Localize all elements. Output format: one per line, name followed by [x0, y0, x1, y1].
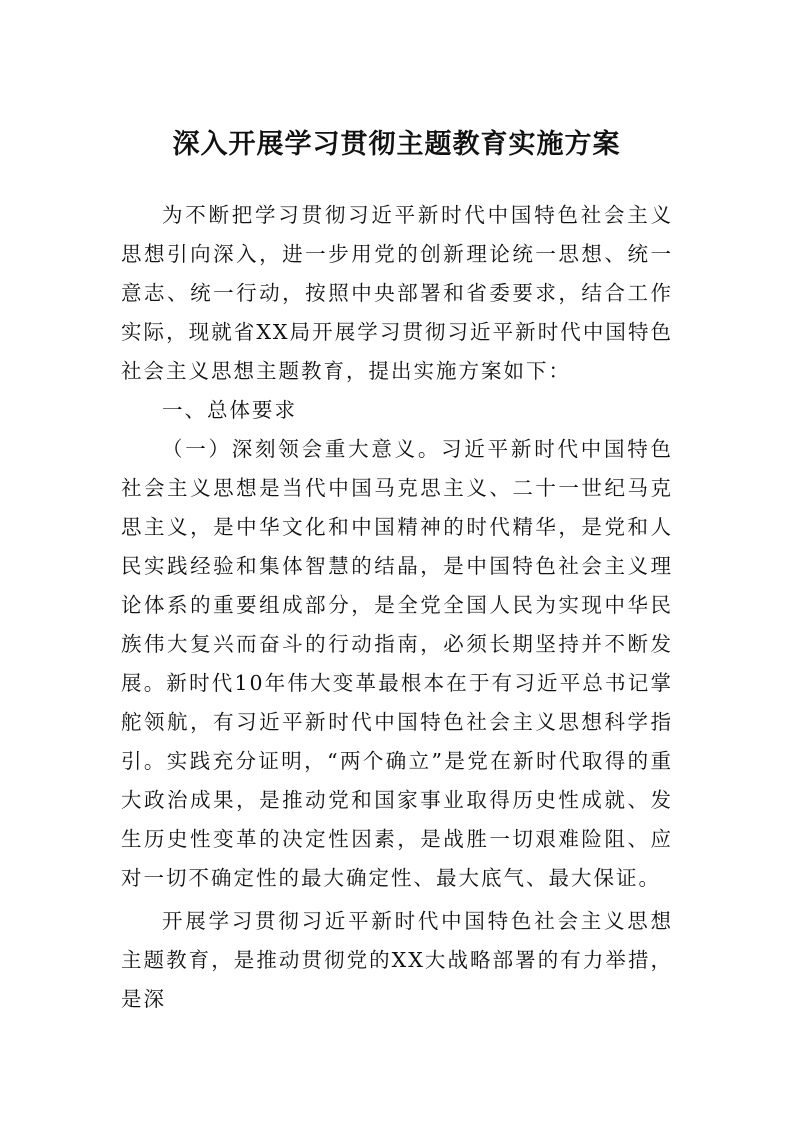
section-heading: 一、总体要求: [162, 398, 297, 422]
document-body: [121, 196, 673, 1019]
paragraph-intro: 为不断把学习贯彻习近平新时代中国特色社会主义思想引向深入，进一步用党的创新理论统一思想、统一意志、统一行动，按照中央部署和省委要求，结合工作实际，现就省XX局开展学习贯彻习近平新时代中国特色社会主义思想主题教育，提出实施方案如下：: [121, 203, 673, 383]
paragraph-continued: 开展学习贯彻习近平新时代中国特色社会主义思想主题教育，是推动贯彻党的XX大战略部署的有力举措，是深: [121, 909, 673, 1011]
paragraph-significance: （一）深刻领会重大意义。习近平新时代中国特色社会主义思想是当代中国马克思主义、二十一世纪马克思主义，是中华文化和中国精神的时代精华，是党和人民实践经验和集体智慧的结晶，是中国特色社会主义理论体系的重要组成部分，是全党全国人民为实现中华民族伟大复兴而奋斗的行动指南，必须长期坚持并不断发展。新时代10年伟大变革最根本在于有习近平总书记掌舵领航，有习近平新时代中国特色社会主义思想科学指引。实践充分证明，“两个确立”是党在新时代取得的重大政治成果，是推动党和国家事业取得历史性成就、发生历史性变革的决定性因素，是战胜一切艰难险阻、应对一切不确定性的最大确定性、最大底气、最大保证。: [121, 437, 673, 890]
document-title: 深入开展学习贯彻主题教育实施方案: [172, 129, 621, 160]
